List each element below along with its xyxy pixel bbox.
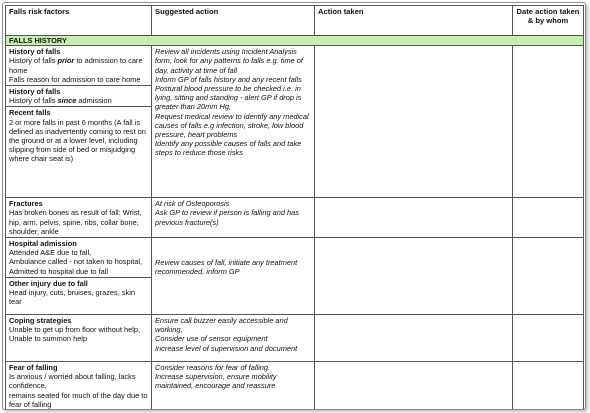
risk-line: History of falls prior to admission to care home: [9, 56, 143, 75]
risk-factor-cell: [6, 238, 152, 315]
action-taken-cell[interactable]: [315, 362, 513, 410]
date-action-cell[interactable]: [513, 362, 584, 410]
risk-line: Admitted to hospital due to fall: [9, 266, 109, 276]
risk-line: Falls reason for admission to care home: [9, 74, 141, 84]
action-line: Review all incidents using Incident Analysis form, look for any patterns to falls e.g. time of day, activity at time of fall: [155, 47, 303, 75]
suggested-action-cell: [152, 46, 315, 198]
suggested-action-cell: [152, 198, 315, 238]
section-title: FALLS HISTORY: [6, 36, 584, 46]
risk-title: Fractures: [9, 199, 43, 209]
risk-title: History of falls: [9, 87, 61, 97]
document-frame: [2, 2, 586, 410]
risk-title: Other injury due to fall: [9, 278, 88, 288]
risk-title: Recent falls: [9, 108, 51, 118]
table-row: [6, 198, 584, 238]
date-action-cell[interactable]: [513, 46, 584, 198]
risk-line: 2 or more falls in past 6 months (A fall is defined as inadvertently coming to rest on the ground or at a lower level, including slipping from side of bed or misjudging where chair seat is): [9, 117, 146, 164]
table-row: [6, 362, 584, 410]
action-line: Inform GP of falls history and any recent falls: [155, 74, 302, 84]
suggested-action-cell: [152, 238, 315, 315]
header-risk-factors: Falls risk factors: [6, 6, 152, 36]
section-row: [6, 36, 584, 46]
table-row: [6, 238, 584, 315]
header-row: [6, 6, 584, 36]
action-line: At risk of Osteoporosis: [155, 199, 230, 209]
header-action-taken: Action taken: [315, 6, 513, 36]
risk-line: Head injury, cuts, bruises, grazes, skin tear: [9, 288, 135, 307]
action-taken-cell[interactable]: [315, 238, 513, 315]
risk-line: Is anxious / worried about falling, lacks confidence,: [9, 372, 136, 391]
action-line: Postural blood pressure to be checked i.e. in lying, sitting and standing - alert GP if drop is greater than 20mm Hg,: [155, 84, 302, 112]
action-line: Increase level of supervision and document: [155, 343, 298, 353]
action-line: Increase supervision, ensure mobility maintained, encourage and reassure: [155, 372, 277, 391]
action-taken-cell[interactable]: [315, 315, 513, 362]
date-action-cell[interactable]: [513, 198, 584, 238]
action-taken-cell[interactable]: [315, 46, 513, 198]
risk-line: History of falls since admission: [9, 96, 112, 106]
risk-line: Attended A&E due to fall,: [9, 248, 92, 258]
risk-factor-cell: [6, 315, 152, 362]
action-line: Review causes of fall, initiate any treatment recommended, inform GP: [155, 258, 298, 277]
risk-line: remains seated for much of the day due to fear of falling: [9, 390, 148, 409]
header-suggested-action: Suggested action: [152, 6, 315, 36]
risk-title: Hospital admission: [9, 239, 77, 249]
action-line: Ask GP to review if person is falling and has previous fracture(s): [155, 208, 299, 227]
table-row: [6, 315, 584, 362]
risk-title: Fear of falling: [9, 363, 58, 373]
date-action-cell[interactable]: [513, 315, 584, 362]
risk-line: Unable to get up from floor without help,: [9, 325, 141, 335]
action-line: Ensure call buzzer easily accessible and working,: [155, 316, 288, 335]
risk-line: Ambulance called - not taken to hospital,: [9, 257, 143, 267]
action-taken-cell[interactable]: [315, 198, 513, 238]
risk-title: Coping strategies: [9, 316, 72, 326]
action-line: Consider reasons for fear of falling.: [155, 363, 271, 373]
risk-factor-cell: [6, 46, 152, 198]
risk-line: Has broken bones as result of fall: Wrist, hip, arm, pelvis, spine, ribs, collar bone, shoulder, ankle: [9, 208, 142, 236]
risk-line: Unable to summon help: [9, 334, 88, 344]
suggested-action-cell: [152, 362, 315, 410]
table-row: [6, 46, 584, 198]
action-line: Consider use of sensor equipment: [155, 334, 268, 344]
risk-factor-cell: [6, 362, 152, 410]
risk-factor-cell: [6, 198, 152, 238]
suggested-action-cell: [152, 315, 315, 362]
risk-title: History of falls: [9, 47, 61, 57]
falls-risk-table: [5, 5, 584, 410]
action-line: Request medical review to identify any medical causes of falls e.g infection, stroke, low blood pressure, heart problems: [155, 111, 309, 140]
action-line: Identify any possible causes of falls and take steps to reduce those risks: [155, 139, 302, 158]
header-date-action: Date action taken & by whom: [513, 6, 584, 36]
date-action-cell[interactable]: [513, 238, 584, 315]
